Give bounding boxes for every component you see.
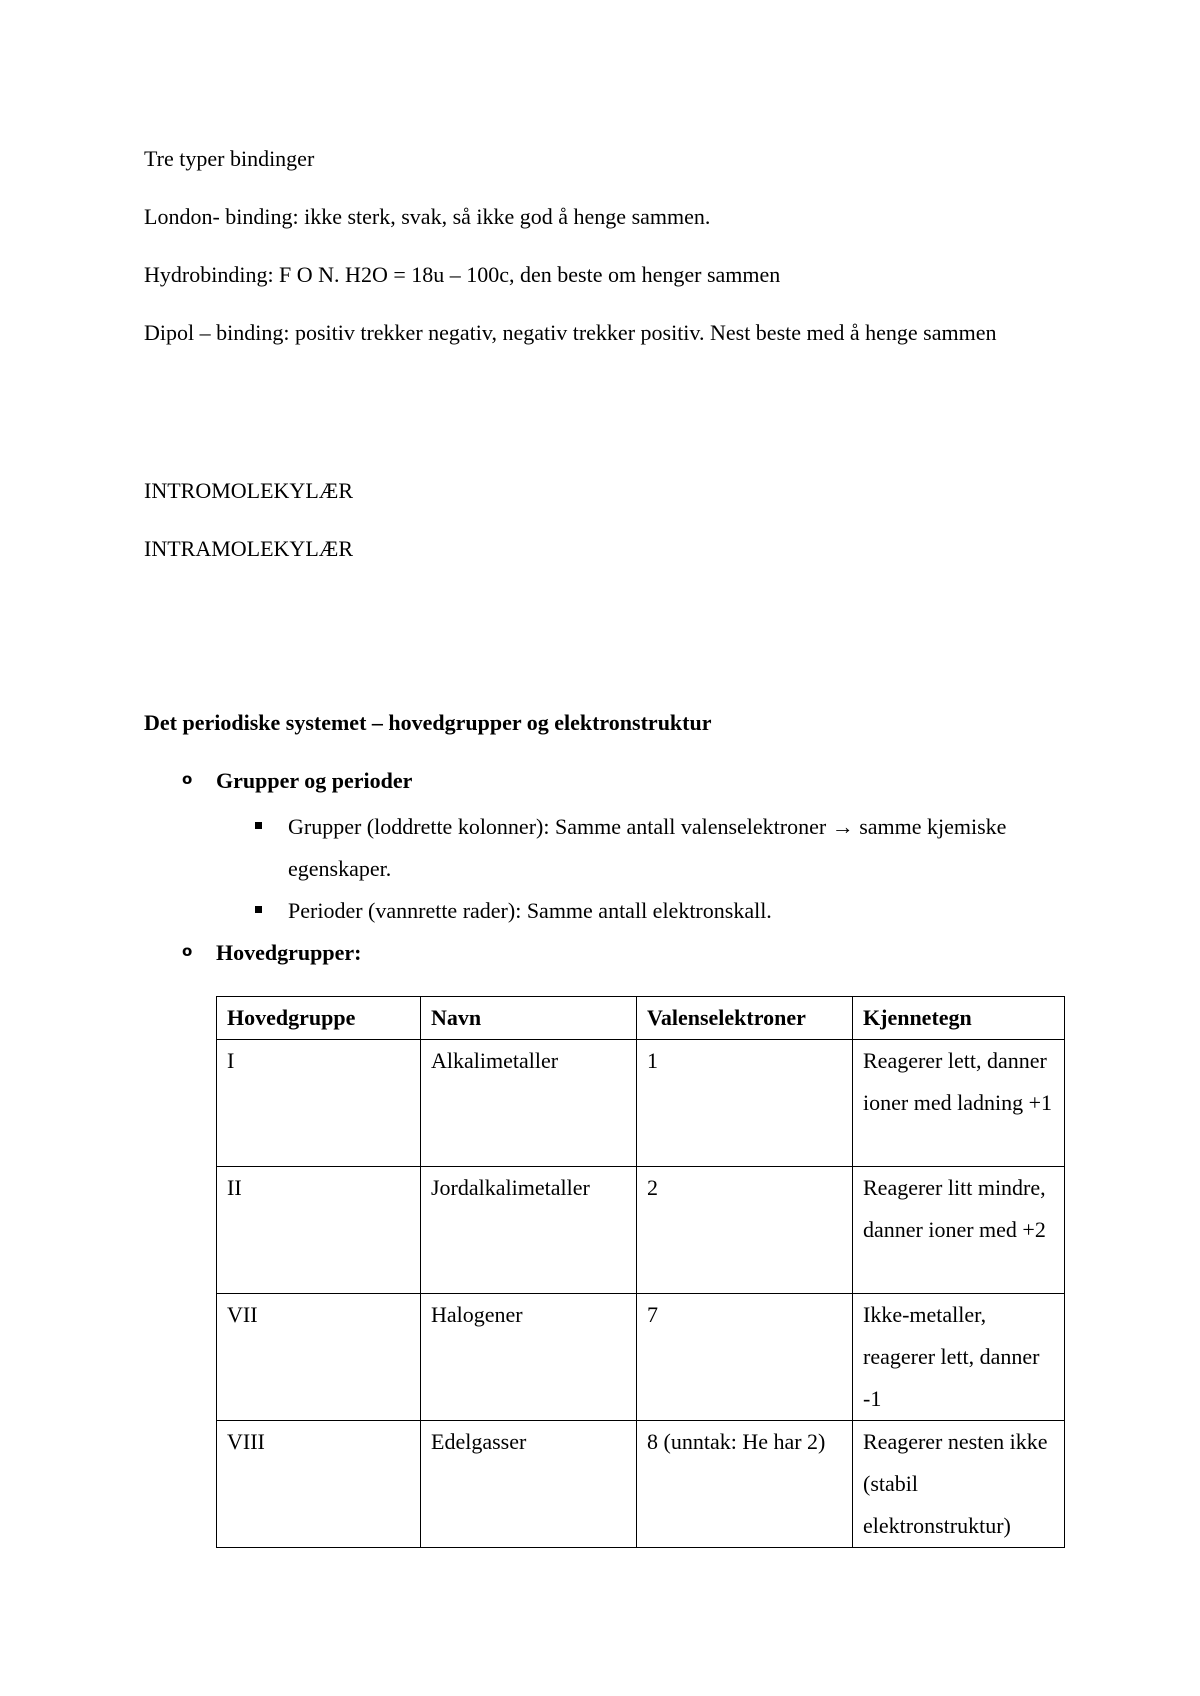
main-groups-table: [216, 996, 1065, 1548]
table-cell: 2: [637, 1167, 853, 1294]
list-item: Grupper (loddrette kolonner): Samme antall valenselektroner → samme kjemiske egenskaper.: [288, 814, 1007, 881]
hollow-circle-bullet-icon: o: [182, 770, 193, 788]
table-cell: II: [217, 1167, 421, 1294]
table-cell: I: [217, 1040, 421, 1167]
table-cell: 1: [637, 1040, 853, 1167]
subheading: Hovedgrupper:: [216, 940, 362, 965]
text-line: INTRAMOLEKYLÆR: [144, 536, 353, 561]
table-row: [217, 1167, 1065, 1294]
table-cell: Ikke-metaller, reagerer lett, danner -1: [853, 1294, 1065, 1421]
table-header-cell: Hovedgruppe: [217, 997, 421, 1040]
table-cell: Reagerer litt mindre, danner ioner med +2: [853, 1167, 1065, 1294]
text-line: Tre typer bindinger: [144, 146, 315, 171]
hollow-circle-bullet-icon: o: [182, 942, 193, 960]
table-header-cell: Navn: [421, 997, 637, 1040]
table-cell: Halogener: [421, 1294, 637, 1421]
table-cell: Jordalkalimetaller: [421, 1167, 637, 1294]
table-row: [217, 1294, 1065, 1421]
subheading: Grupper og perioder: [216, 768, 413, 793]
list-item: Perioder (vannrette rader): Samme antall elektronskall.: [288, 898, 772, 923]
text-line: Hydrobinding: F O N. H2O = 18u – 100c, den beste om henger sammen: [144, 262, 781, 287]
table-cell: Alkalimetaller: [421, 1040, 637, 1167]
table-cell: Reagerer nesten ikke (stabil elektronstruktur): [853, 1421, 1065, 1548]
table-cell: Reagerer lett, danner ioner med ladning +1: [853, 1040, 1065, 1167]
table-header-cell: Valenselektroner: [637, 997, 853, 1040]
text-line: INTROMOLEKYLÆR: [144, 478, 353, 503]
square-bullet-icon: [255, 822, 262, 829]
square-bullet-icon: [255, 906, 262, 913]
table-row: [217, 1040, 1065, 1167]
table-header-row: [217, 997, 1065, 1040]
table-cell: VIII: [217, 1421, 421, 1548]
table-row: [217, 1421, 1065, 1548]
table-cell: Edelgasser: [421, 1421, 637, 1548]
table-header-cell: Kjennetegn: [853, 997, 1065, 1040]
table-cell: 7: [637, 1294, 853, 1421]
text-line: London- binding: ikke sterk, svak, så ikke god å henge sammen.: [144, 204, 711, 229]
table-cell: VII: [217, 1294, 421, 1421]
section-title: Det periodiske systemet – hovedgrupper og elektronstruktur: [144, 710, 712, 735]
table-cell: 8 (unntak: He har 2): [637, 1421, 853, 1548]
text-line: Dipol – binding: positiv trekker negativ, negativ trekker positiv. Nest beste med å henge sammen: [144, 320, 997, 345]
